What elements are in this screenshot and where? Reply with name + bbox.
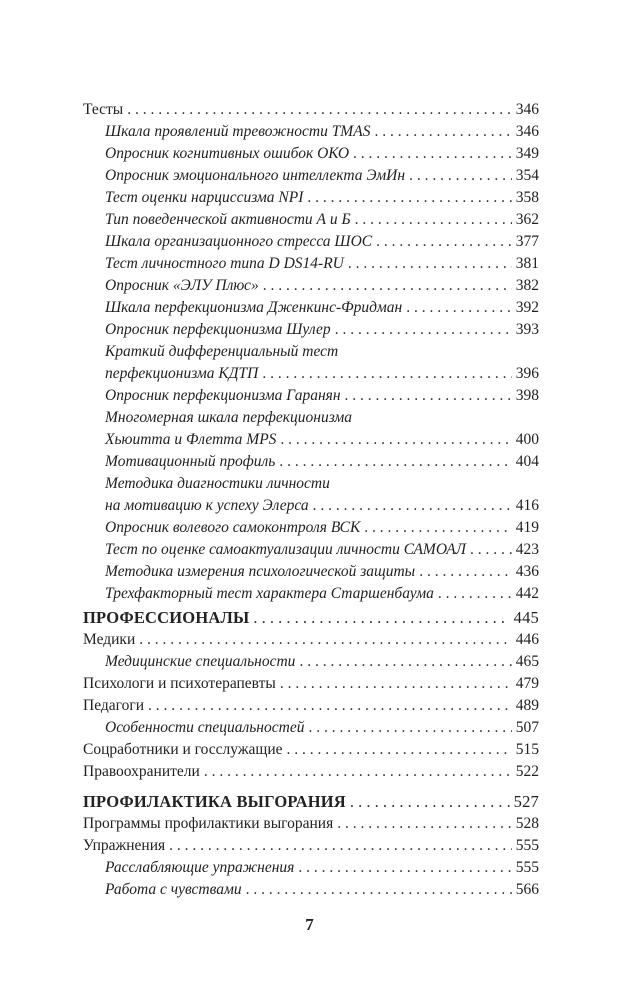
toc-entry-page: 465	[515, 653, 539, 670]
toc-entry-page: 358	[515, 189, 539, 206]
toc-entry-title: Тип поведенческой активности А и Б	[105, 211, 351, 228]
toc-entry-title: Тест личностного типа D DS14-RU	[105, 255, 344, 272]
toc-entry-title: Многомерная шкала перфекционизма	[105, 409, 352, 426]
toc-entry-psych-defense[interactable]	[83, 561, 539, 583]
toc-entry-npi[interactable]	[83, 187, 539, 209]
toc-entry-page: 555	[515, 837, 539, 854]
toc-entry-title: Программы профилактики выгорания	[83, 815, 334, 832]
toc-entry-page: 346	[515, 101, 539, 118]
dot-leader	[279, 451, 511, 473]
dot-leader	[246, 879, 512, 901]
toc-entry-tmas[interactable]	[83, 121, 539, 143]
toc-entry-page: 381	[515, 255, 539, 272]
toc-entry-title: Работа с чувствами	[105, 881, 242, 898]
toc-section-prevention[interactable]	[83, 791, 539, 813]
toc-entry-title: Шкала организационного стресса ШОС	[105, 233, 373, 250]
toc-entry-page: 404	[515, 453, 539, 470]
dot-leader	[470, 539, 512, 561]
toc-entry-page: 445	[513, 608, 539, 627]
toc-entry-medics[interactable]	[83, 629, 539, 651]
toc-entry-page: 555	[515, 859, 539, 876]
dot-leader	[127, 99, 512, 121]
toc-entry-title: Методика диагностики личности	[105, 475, 330, 492]
dot-leader	[409, 165, 512, 187]
toc-entry-page: 362	[515, 211, 539, 228]
toc-entry-title: Шкала проявлений тревожности TMAS	[105, 123, 371, 140]
toc-entry-title: Опросник перфекционизма Шулер	[105, 321, 331, 338]
toc-entry-title: Педагоги	[83, 697, 145, 714]
toc-entry-emin[interactable]	[83, 165, 539, 187]
toc-entry-page: 527	[513, 792, 539, 811]
toc-entry-page: 349	[515, 145, 539, 162]
table-of-contents	[83, 99, 539, 901]
toc-entry-page: 515	[515, 741, 539, 758]
toc-entry-title: Мотивационный профиль	[105, 453, 276, 470]
toc-entry-mps-line1[interactable]	[83, 407, 539, 429]
dot-leader	[263, 275, 512, 297]
toc-entry-title: Тесты	[83, 101, 124, 118]
toc-entry-page: 446	[515, 631, 539, 648]
dot-leader	[299, 651, 511, 673]
dot-leader	[169, 835, 512, 857]
dot-leader	[353, 143, 512, 165]
dot-leader	[148, 695, 512, 717]
dot-leader	[374, 121, 511, 143]
toc-entry-page: 566	[515, 881, 539, 898]
dot-leader	[337, 813, 512, 835]
toc-entry-teachers[interactable]	[83, 695, 539, 717]
dot-leader	[308, 717, 511, 739]
toc-entry-title: Опросник когнитивных ошибок ОКО	[105, 145, 350, 162]
toc-entry-page: 396	[515, 365, 539, 382]
toc-entry-ehlers-line1[interactable]	[83, 473, 539, 495]
toc-entry-title-continued: на мотивацию к успеху Элерса	[105, 497, 309, 514]
page-number: 7	[305, 915, 314, 934]
toc-entry-page: 489	[515, 697, 539, 714]
dot-leader	[280, 673, 512, 695]
toc-entry-starshenbaum[interactable]	[83, 583, 539, 605]
dot-leader	[355, 209, 512, 231]
dot-leader	[364, 517, 512, 539]
toc-entry-specialties-features[interactable]	[83, 717, 539, 739]
toc-entry-page: 377	[515, 233, 539, 250]
toc-entry-title: Опросник перфекционизма Гаранян	[105, 387, 341, 404]
toc-section-professionals[interactable]	[83, 607, 539, 629]
toc-entry-title: Методика измерения психологической защиты	[105, 563, 416, 580]
toc-entry-title: Соцработники и госслужащие	[83, 741, 283, 758]
toc-entry-shos[interactable]	[83, 231, 539, 253]
dot-leader	[280, 429, 511, 451]
toc-entry-law-enforcement[interactable]	[83, 761, 539, 783]
toc-entry-title: Упражнения	[83, 837, 166, 854]
toc-entry-page: 392	[515, 299, 539, 316]
toc-entry-title: Тест по оценке самоактуализации личности САМОАЛ	[105, 541, 466, 558]
toc-entry-tests[interactable]	[83, 99, 539, 121]
toc-entry-title-continued: Хьюитта и Флетта MPS	[105, 431, 277, 448]
toc-entry-page: 400	[515, 431, 539, 448]
toc-entry-title: Опросник эмоционального интеллекта ЭмИн	[105, 167, 406, 184]
toc-entry-title-continued: перфекционизма КДТП	[105, 365, 259, 382]
dot-leader	[307, 187, 511, 209]
toc-entry-title: Опросник «ЭЛУ Плюс»	[105, 277, 259, 294]
dot-leader	[419, 561, 512, 583]
toc-entry-prevention-programs[interactable]	[83, 813, 539, 835]
dot-leader	[348, 253, 512, 275]
dot-leader	[313, 495, 512, 517]
toc-entry-type-ab[interactable]	[83, 209, 539, 231]
toc-entry-mps[interactable]	[83, 429, 539, 451]
dot-leader	[139, 629, 511, 651]
toc-entry-title: Краткий дифференциальный тест	[105, 343, 339, 360]
toc-entry-elu[interactable]	[83, 275, 539, 297]
toc-entry-page: 442	[515, 585, 539, 602]
dot-leader	[204, 761, 512, 783]
toc-entry-title: Медики	[83, 631, 136, 648]
toc-entry-page: 423	[515, 541, 539, 558]
toc-entry-page: 507	[515, 719, 539, 736]
toc-entry-title: Опросник волевого самоконтроля ВСК	[105, 519, 361, 536]
toc-entry-exercises[interactable]	[83, 835, 539, 857]
toc-entry-page: 419	[515, 519, 539, 536]
toc-entry-title: Особенности специальностей	[105, 719, 305, 736]
toc-section-title: ПРОФЕССИОНАЛЫ	[83, 608, 250, 627]
dot-leader	[253, 607, 509, 629]
toc-entry-title: Шкала перфекционизма Дженкинс-Фридман	[105, 299, 403, 316]
toc-entry-jenkins-friedman[interactable]	[83, 297, 539, 319]
toc-entry-ehlers[interactable]	[83, 495, 539, 517]
toc-entry-medical-specialties[interactable]	[83, 651, 539, 673]
toc-entry-vsk[interactable]	[83, 517, 539, 539]
dot-leader	[345, 385, 512, 407]
toc-entry-title: Психологи и психотерапевты	[83, 675, 276, 692]
toc-section-title: ПРОФИЛАКТИКА ВЫГОРАНИЯ	[83, 792, 346, 811]
toc-entry-kdtp-line1[interactable]	[83, 341, 539, 363]
toc-entry-page: 398	[515, 387, 539, 404]
toc-entry-kdtp[interactable]	[83, 363, 539, 385]
toc-entry-page: 479	[515, 675, 539, 692]
toc-entry-oko[interactable]	[83, 143, 539, 165]
toc-entry-page: 346	[515, 123, 539, 140]
toc-entry-ds14[interactable]	[83, 253, 539, 275]
toc-entry-title: Правоохранители	[83, 763, 200, 780]
toc-entry-title: Медицинские специальности	[105, 653, 296, 670]
toc-entry-schuler[interactable]	[83, 319, 539, 341]
toc-entry-title: Трехфакторный тест характера Старшенбаума	[105, 585, 434, 602]
dot-leader	[335, 319, 512, 341]
toc-entry-page: 416	[515, 497, 539, 514]
toc-entry-psychologists[interactable]	[83, 673, 539, 695]
dot-leader	[406, 297, 512, 319]
toc-entry-page: 354	[515, 167, 539, 184]
toc-entry-samoal[interactable]	[83, 539, 539, 561]
toc-entry-page: 522	[515, 763, 539, 780]
toc-entry-title: Тест оценки нарциссизма NPI	[105, 189, 304, 206]
dot-leader	[350, 791, 510, 813]
toc-entry-page: 436	[515, 563, 539, 580]
toc-entry-motivation-profile[interactable]	[83, 451, 539, 473]
dot-leader	[298, 857, 511, 879]
dot-leader	[262, 363, 511, 385]
toc-entry-garanyan[interactable]	[83, 385, 539, 407]
toc-entry-title: Расслабляющие упражнения	[105, 859, 295, 876]
dot-leader	[376, 231, 512, 253]
toc-entry-social-workers[interactable]	[83, 739, 539, 761]
toc-entry-page: 382	[515, 277, 539, 294]
dot-leader	[438, 583, 512, 605]
toc-entry-page: 528	[515, 815, 539, 832]
toc-entry-working-with-feelings[interactable]	[83, 879, 539, 901]
dot-leader	[287, 739, 512, 761]
toc-entry-relaxing-exercises[interactable]	[83, 857, 539, 879]
toc-entry-page: 393	[515, 321, 539, 338]
